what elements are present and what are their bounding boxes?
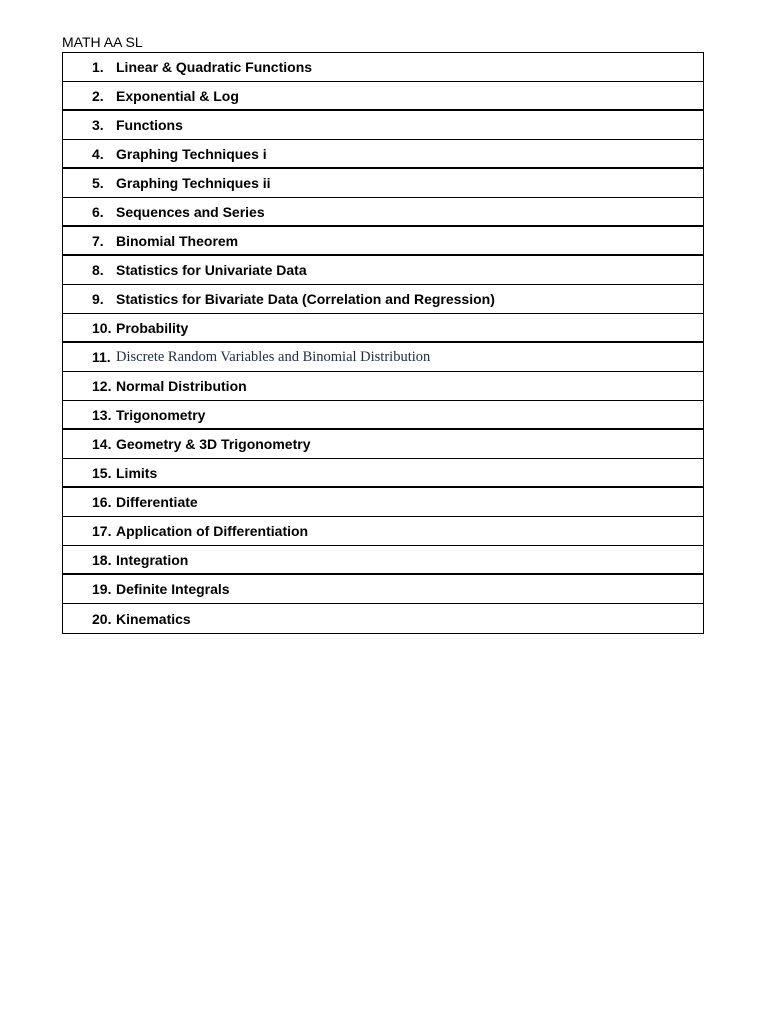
topic-label: Functions [116, 117, 183, 133]
topic-number: 20. [92, 610, 112, 627]
topic-number: 11. [92, 349, 111, 365]
table-row [63, 575, 703, 604]
topic-label: Statistics for Bivariate Data (Correlation and Regression) [116, 291, 495, 307]
table-row [63, 517, 703, 546]
table-row [63, 314, 703, 343]
table-row [63, 140, 703, 169]
topic-number: 7. [92, 232, 104, 249]
topic-label: Binomial Theorem [116, 232, 239, 249]
topic-number: 15. [92, 464, 112, 481]
topic-label: Exponential & Log [116, 87, 239, 104]
topic-label: Linear & Quadratic Functions [116, 59, 313, 75]
topic-number: 17. [92, 523, 112, 539]
topic-number: 13. [92, 406, 112, 423]
topic-label: Differentiate [116, 494, 198, 510]
topic-label: Trigonometry [116, 406, 206, 423]
topic-number: 10. [92, 319, 112, 336]
topic-label: Graphing Techniques i [116, 145, 267, 162]
topic-number: 14. [92, 436, 112, 452]
table-row [63, 459, 703, 488]
table-row [63, 111, 703, 140]
page-title: MATH AA SL [62, 34, 143, 50]
topic-label: Definite Integrals [116, 581, 230, 597]
table-row [63, 256, 703, 285]
table-row [63, 372, 703, 401]
topic-label: Probability [116, 319, 189, 336]
topic-number: 1. [92, 59, 104, 75]
topic-number: 18. [92, 551, 112, 568]
table-row [63, 546, 703, 575]
topic-label: Discrete Random Variables and Binomial Distribution [116, 348, 431, 365]
topic-number: 19. [92, 581, 112, 597]
table-row [63, 430, 703, 459]
table-row [63, 227, 703, 256]
table-row [63, 285, 703, 314]
topic-label: Limits [116, 464, 158, 481]
topic-number: 3. [92, 117, 104, 133]
topic-label: Integration [116, 551, 189, 568]
table-row [63, 198, 703, 227]
table-row [63, 82, 703, 111]
topic-number: 5. [92, 175, 104, 191]
topic-table [62, 52, 704, 634]
topic-label: Geometry & 3D Trigonometry [116, 436, 311, 452]
topic-number: 2. [92, 87, 104, 104]
topic-number: 16. [92, 494, 112, 510]
table-row [63, 488, 703, 517]
table-row [63, 53, 703, 82]
topic-label: Sequences and Series [116, 203, 265, 220]
topic-label: Kinematics [116, 610, 191, 627]
topic-number: 9. [92, 291, 104, 307]
topic-number: 12. [92, 378, 112, 394]
topic-label: Normal Distribution [116, 378, 247, 394]
topic-number: 6. [92, 203, 104, 220]
topic-number: 8. [92, 262, 104, 278]
table-row [63, 401, 703, 430]
table-row [63, 604, 703, 633]
topic-label: Application of Differentiation [116, 523, 309, 539]
topic-label: Graphing Techniques ii [116, 175, 271, 191]
table-row [63, 169, 703, 198]
topic-label: Statistics for Univariate Data [116, 262, 307, 278]
topic-number: 4. [92, 145, 104, 162]
table-row [63, 343, 703, 372]
